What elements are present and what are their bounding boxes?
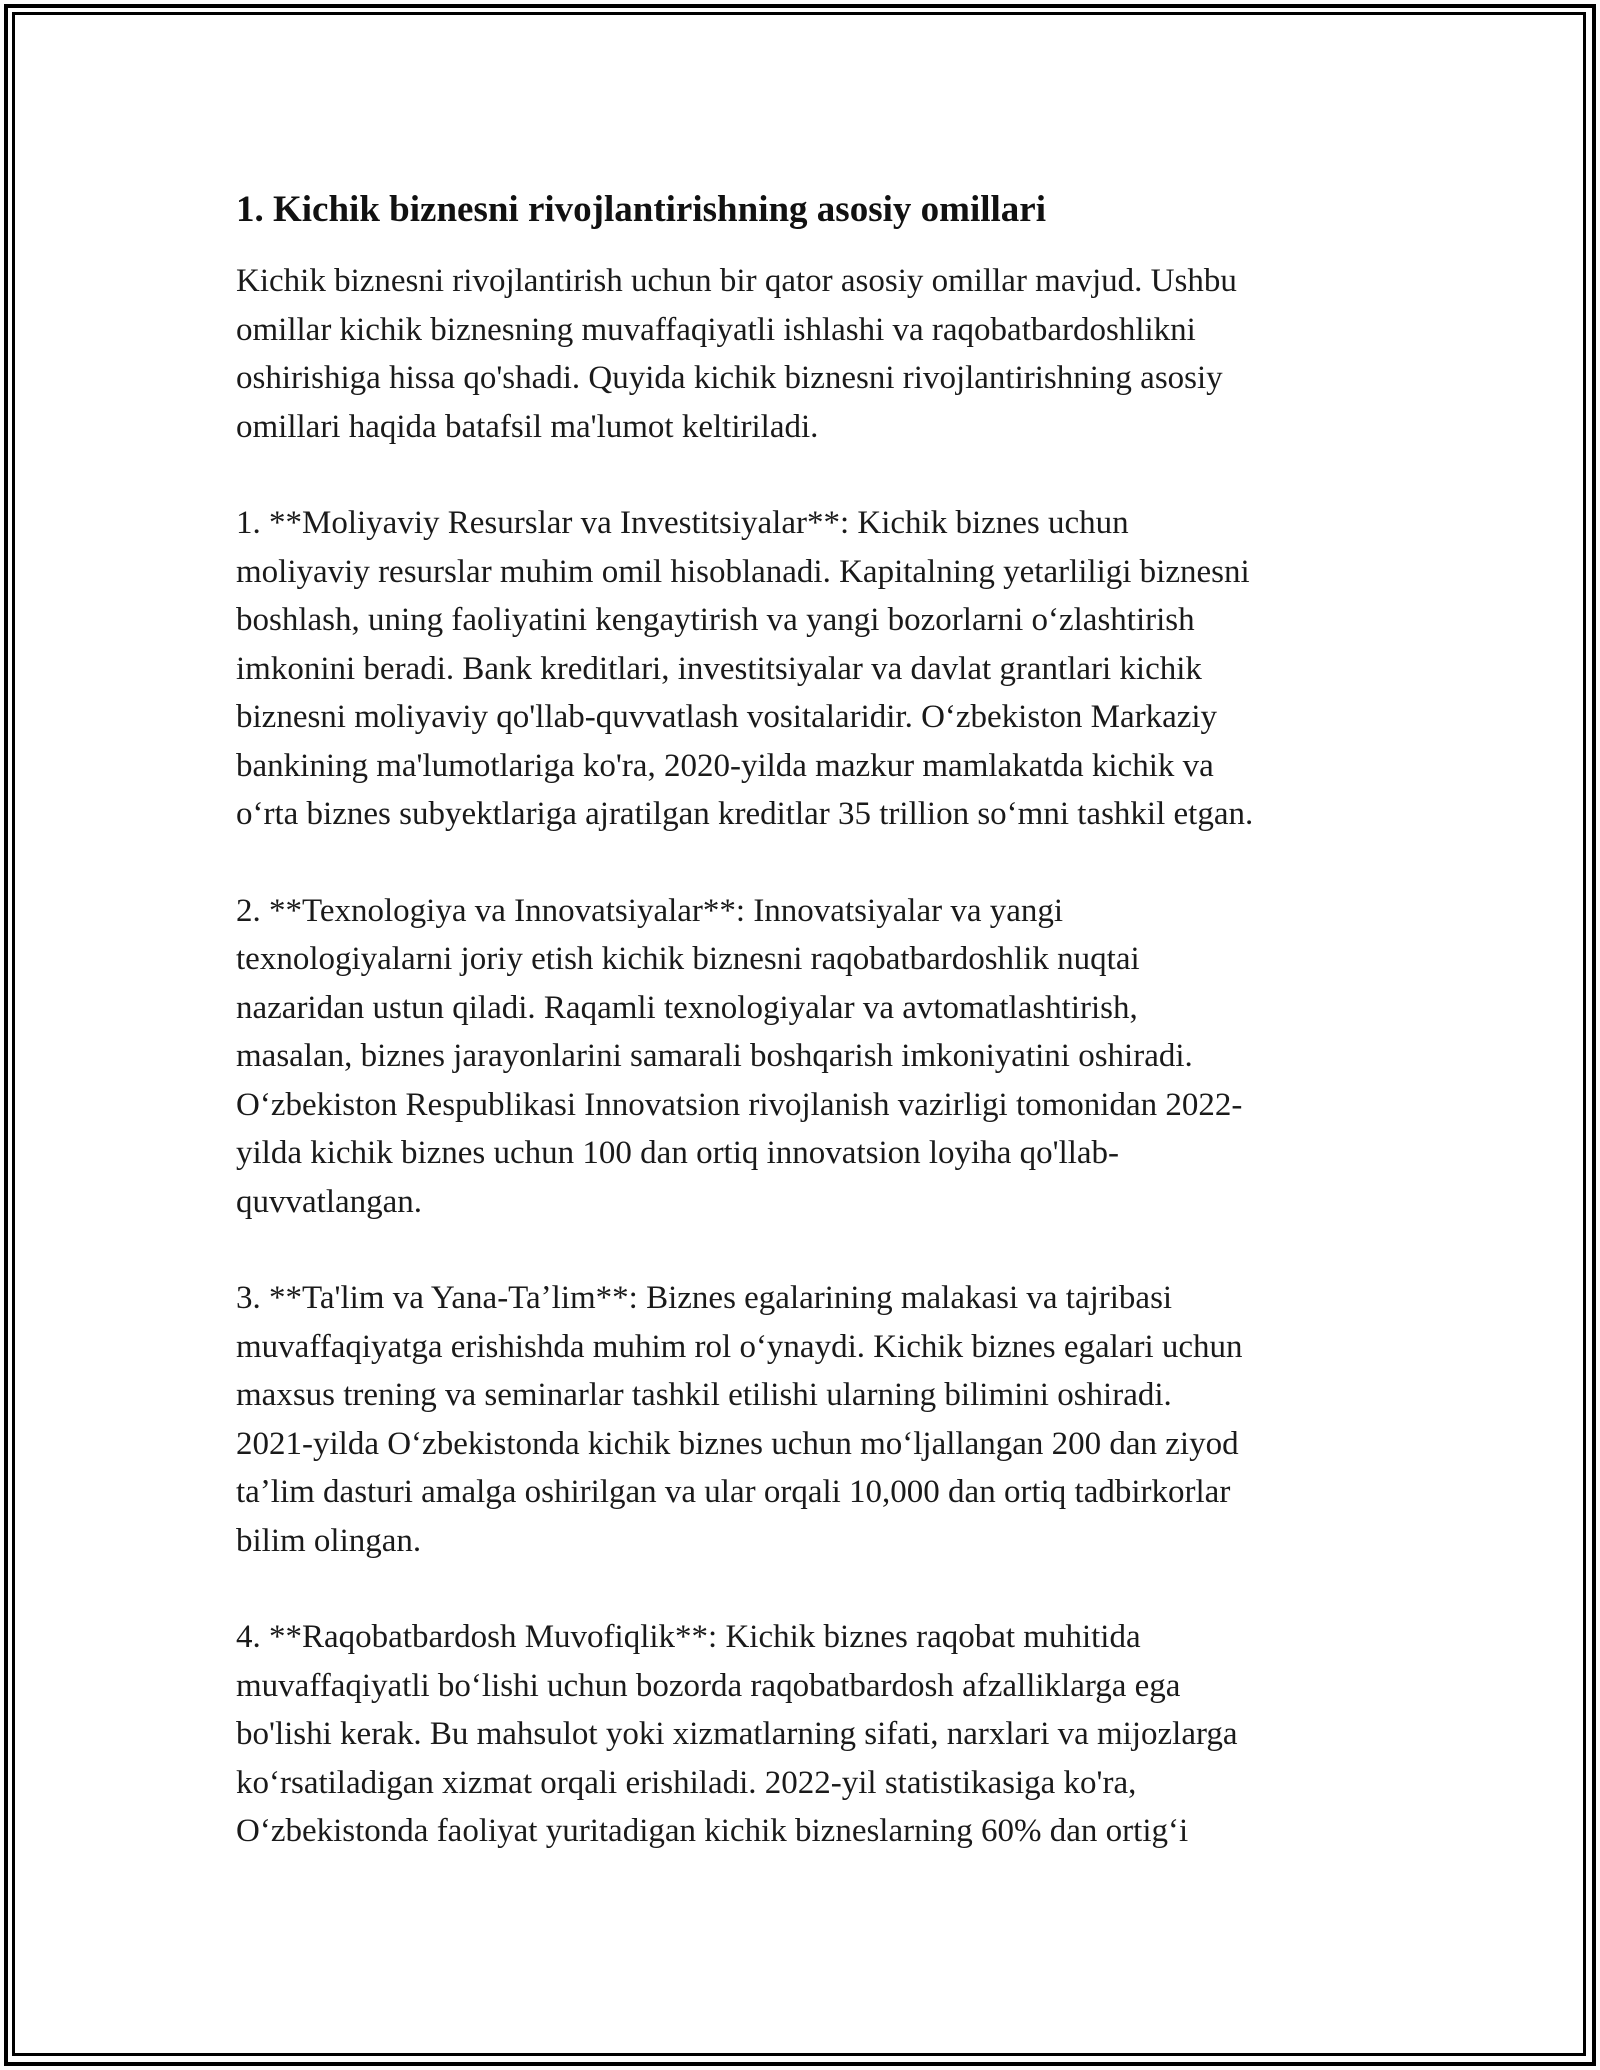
text-line: 2021-yilda Oʻzbekistonda kichik biznes uchun moʻljallangan 200 dan ziyod — [236, 1425, 1239, 1462]
competitiveness-paragraph — [236, 1613, 1376, 1856]
text-line: imkonini beradi. Bank kreditlari, investitsiyalar va davlat grantlari kichik — [236, 650, 1202, 687]
section-heading: 1. Kichik biznesni rivojlantirishning asosiy omillari — [236, 189, 1046, 230]
text-line: Kichik biznesni rivojlantirish uchun bir qator asosiy omillar mavjud. Ushbu — [236, 263, 1237, 299]
text-line: omillar kichik biznesning muvaffaqiyatli ishlashi va raqobatbardoshlikni — [236, 311, 1196, 348]
text-line: quvvatlangan. — [236, 1183, 423, 1220]
text-line: muvaffaqiyatga erishishda muhim rol oʻynaydi. Kichik biznes egalari uchun — [236, 1328, 1243, 1365]
text-line: oshirishiga hissa qo'shadi. Quyida kichik biznesni rivojlantirishning asosiy — [236, 360, 1223, 396]
text-line: 2. **Texnologiya va Innovatsiyalar**: Innovatsiyalar va yangi — [236, 892, 1064, 929]
text-line: maxsus trening va seminarlar tashkil etilishi ularning bilimini oshiradi. — [236, 1377, 1172, 1413]
text-line: masalan, biznes jarayonlarini samarali boshqarish imkoniyatini oshiradi. — [236, 1038, 1193, 1074]
text-line: Oʻzbekistonda faoliyat yuritadigan kichik bizneslarning 60% dan ortigʻi — [236, 1813, 1189, 1849]
text-line: Oʻzbekiston Respublikasi Innovatsion rivojlanish vazirligi tomonidan 2022- — [236, 1086, 1243, 1123]
technology-paragraph — [236, 887, 1376, 1227]
text-line: 3. **Ta'lim va Yana-Taʼlim**: Biznes egalarining malakasi va tajribasi — [236, 1280, 1173, 1316]
text-line: yilda kichik biznes uchun 100 dan ortiq innovatsion loyiha qo'llab- — [236, 1135, 1120, 1171]
text-line: taʼlim dasturi amalga oshirilgan va ular orqali 10,000 dan ortiq tadbirkorlar — [236, 1474, 1231, 1510]
financial-resources-paragraph — [236, 499, 1376, 839]
text-line: koʻrsatiladigan xizmat orqali erishiladi. 2022-yil statistikasiga ko'ra, — [236, 1764, 1137, 1801]
text-line: omillari haqida batafsil ma'lumot keltiriladi. — [236, 408, 819, 445]
education-paragraph — [236, 1274, 1376, 1565]
text-line: 1. **Moliyaviy Resurslar va Investitsiyalar**: Kichik biznes uchun — [236, 505, 1129, 541]
text-line: oʻrta biznes subyektlariga ajratilgan kreditlar 35 trillion soʻmni tashkil etgan. — [236, 796, 1254, 832]
text-line: bilim olingan. — [236, 1522, 422, 1559]
intro-paragraph — [236, 257, 1376, 451]
text-line: bankining ma'lumotlariga ko'ra, 2020-yilda mazkur mamlakatda kichik va — [236, 747, 1214, 784]
text-line: moliyaviy resurslar muhim omil hisoblanadi. Kapitalning yetarliligi biznesni — [236, 553, 1250, 590]
text-line: muvaffaqiyatli boʻlishi uchun bozorda raqobatbardosh afzalliklarga ega — [236, 1667, 1181, 1704]
text-line: 4. **Raqobatbardosh Muvofiqlik**: Kichik biznes raqobat muhitida — [236, 1619, 1141, 1655]
text-line: texnologiyalarni joriy etish kichik biznesni raqobatbardoshlik nuqtai — [236, 941, 1140, 977]
document-page — [236, 185, 1376, 1904]
text-line: bo'lishi kerak. Bu mahsulot yoki xizmatlarning sifati, narxlari va mijozlarga — [236, 1716, 1238, 1752]
text-line: nazaridan ustun qiladi. Raqamli texnologiyalar va avtomatlashtirish, — [236, 989, 1138, 1026]
text-line: biznesni moliyaviy qo'llab-quvvatlash vositalaridir. Oʻzbekiston Markaziy — [236, 699, 1218, 735]
text-line: boshlash, uning faoliyatini kengaytirish va yangi bozorlarni oʻzlashtirish — [236, 602, 1195, 638]
